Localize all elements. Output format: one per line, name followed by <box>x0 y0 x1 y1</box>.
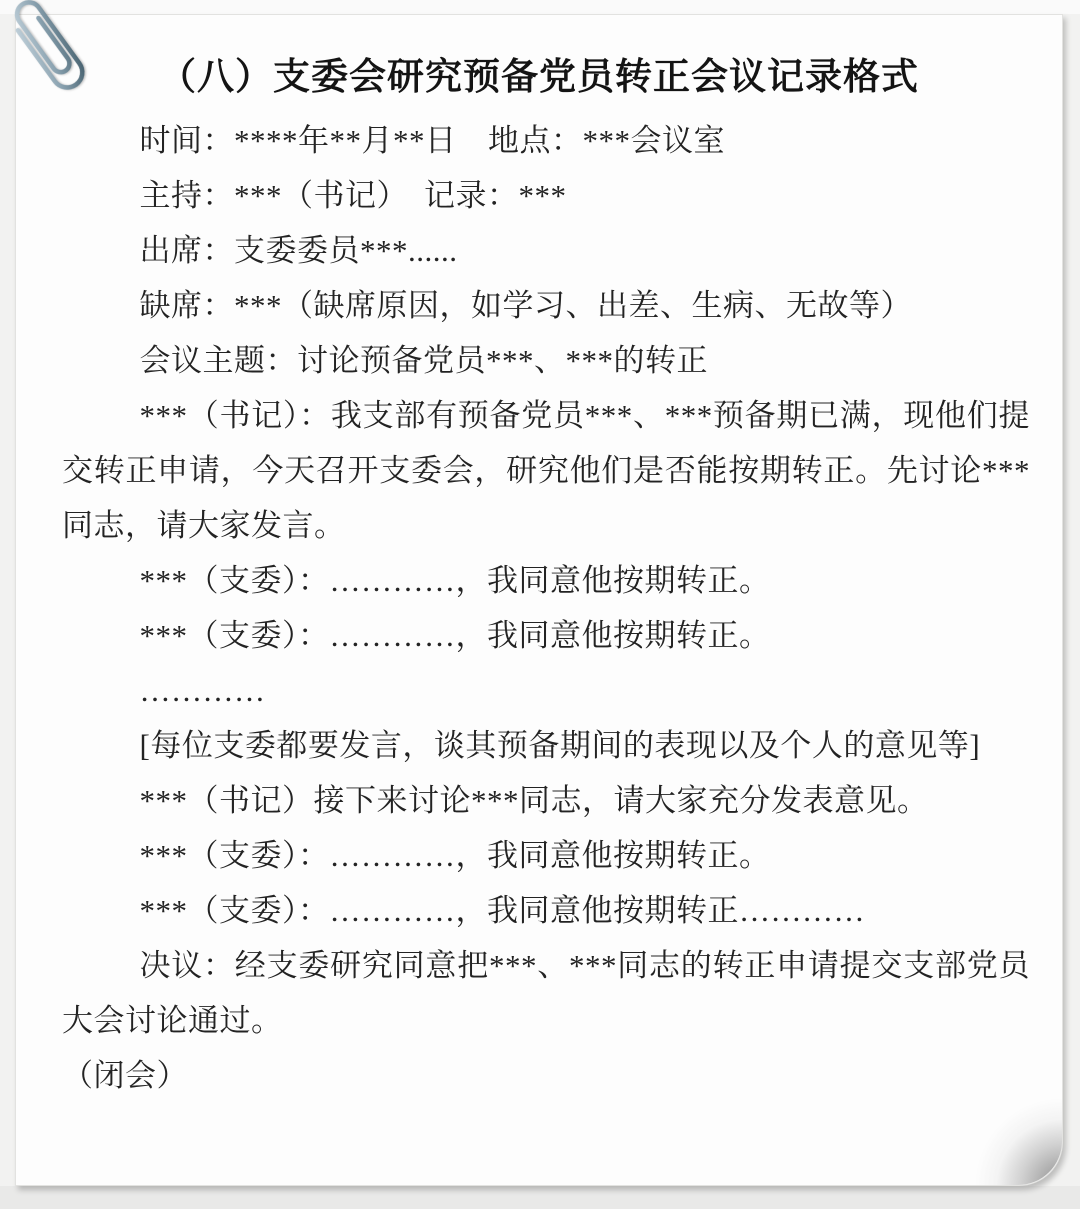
document-paragraph: 会议主题：讨论预备党员***、***的转正 <box>139 343 708 378</box>
document-paragraph: ***（支委）：…………，我同意他按期转正。 <box>139 563 771 598</box>
document-paragraph: [每位支委都要发言，谈其预备期间的表现以及个人的意见等] <box>139 728 981 763</box>
document-page <box>15 14 1063 1186</box>
document-paragraph: 决议：经支委研究同意把***、***同志的转正申请提交支部党员大会讨论通过。 <box>62 948 1030 1038</box>
document-paragraph: ***（支委）：…………，我同意他按期转正。 <box>139 618 771 653</box>
document-paragraph: ***（书记）接下来讨论***同志，请大家充分发表意见。 <box>139 783 929 818</box>
document-paragraph: 时间：****年**月**日 地点：***会议室 <box>139 123 725 158</box>
document-paragraph: ………… <box>139 673 266 708</box>
document-body <box>62 113 1030 1103</box>
document-title: （八）支委会研究预备党员转正会议记录格式 <box>159 56 919 97</box>
document-paragraph: （闭会） <box>62 1058 188 1093</box>
document-paragraph: ***（支委）：…………，我同意他按期转正。 <box>139 838 771 873</box>
document-paragraph: 主持：***（书记） 记录：*** <box>139 178 567 213</box>
page-curl <box>966 1089 1062 1185</box>
document-paragraph: ***（支委）：…………，我同意他按期转正………… <box>139 893 865 928</box>
document-paragraph: 出席：支委委员***...... <box>139 233 458 268</box>
document-paragraph: 缺席：***（缺席原因，如学习、出差、生病、无故等） <box>139 288 912 323</box>
document-paragraph: ***（书记）：我支部有预备党员***、***预备期已满，现他们提交转正申请，今天召开支委会，研究他们是否能按期转正。先讨论***同志，请大家发言。 <box>62 398 1030 543</box>
